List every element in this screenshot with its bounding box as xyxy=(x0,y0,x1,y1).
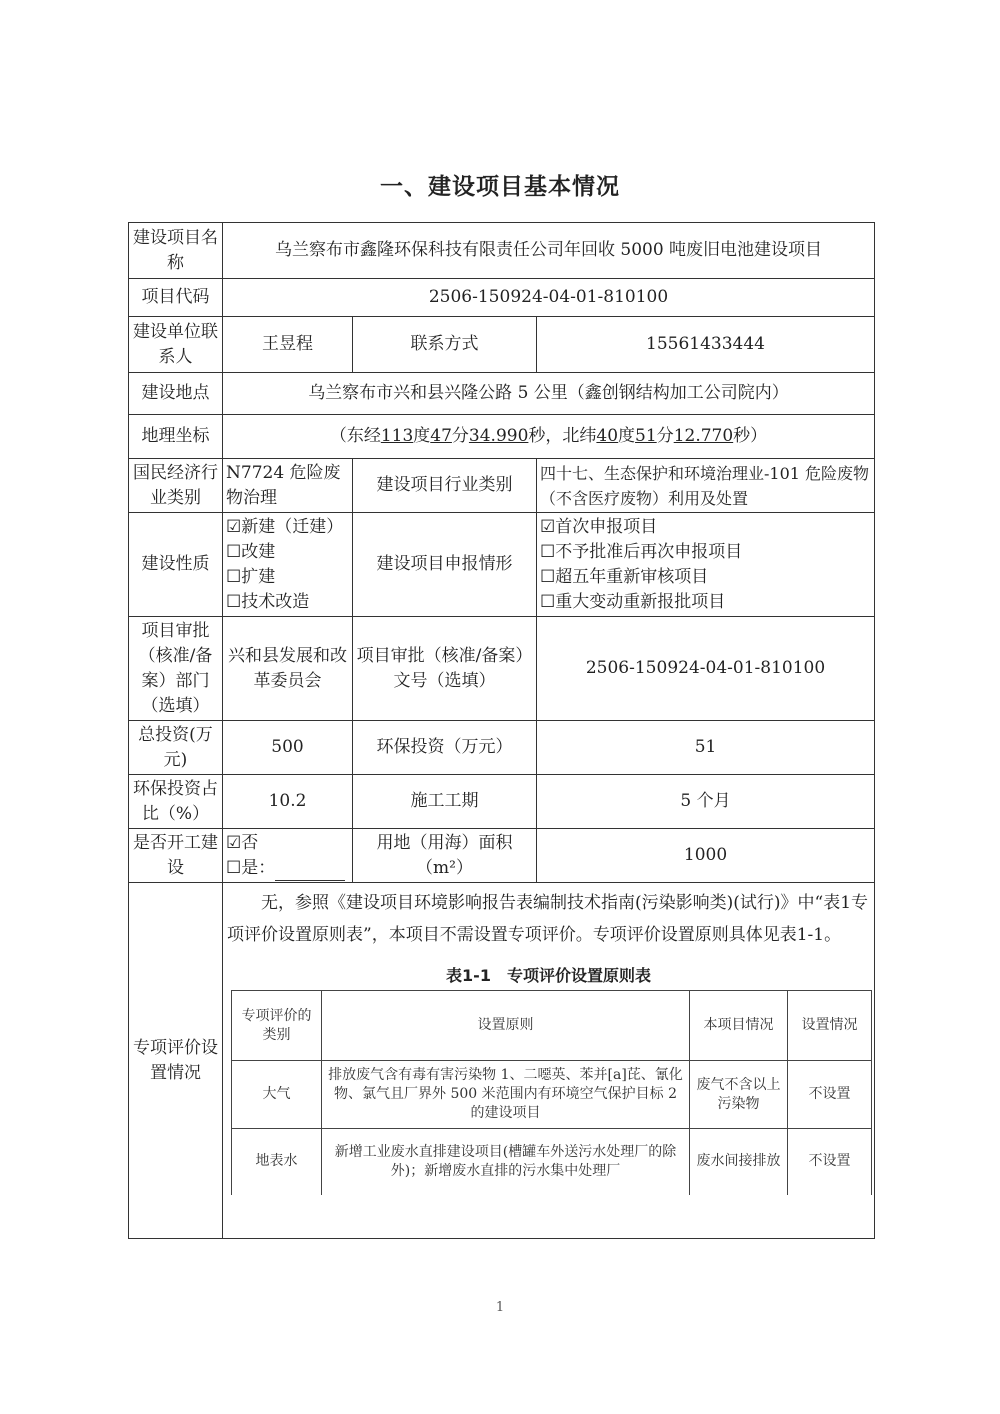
sub-cell-principle: 新增工业废水直排建设项目(槽罐车外送污水处理厂的除外)；新增废水直排的污水集中处理厂 xyxy=(322,1129,690,1195)
checkbox-expand: ☐扩建 xyxy=(226,566,276,587)
row-contact xyxy=(129,317,875,373)
sub-header-this-project: 本项目情况 xyxy=(690,991,788,1061)
value-project-name: 乌兰察布市鑫隆环保科技有限责任公司年回收 5000 吨废旧电池建设项目 xyxy=(223,223,875,279)
row-coords xyxy=(129,415,875,459)
label-project-code: 项目代码 xyxy=(129,279,223,317)
label-contact: 建设单位联系人 xyxy=(129,317,223,373)
started-options xyxy=(223,829,353,883)
sub-cell-this-project: 废水间接排放 xyxy=(690,1129,788,1195)
lon-min: 47 xyxy=(430,426,452,446)
row-nature xyxy=(129,513,875,617)
lon-deg: 113 xyxy=(380,426,414,446)
value-phone: 15561433444 xyxy=(537,317,875,373)
label-approval-doc: 项目审批（核准/备案）文号（选填） xyxy=(353,617,537,721)
row-investment xyxy=(129,721,875,775)
value-industry-category: 四十七、生态保护和环境治理业-101 危险废物（不含医疗废物）利用及处置 xyxy=(537,459,875,513)
value-construction-period: 5 个月 xyxy=(537,775,875,829)
label-industry-category: 建设项目行业类别 xyxy=(353,459,537,513)
checkbox-major-change: ☐重大变动重新报批项目 xyxy=(540,591,726,612)
page-number: 1 xyxy=(495,1300,505,1315)
checkbox-five-year: ☐超五年重新审核项目 xyxy=(540,566,709,587)
sub-header-setting: 设置情况 xyxy=(788,991,872,1061)
value-project-code: 2506-150924-04-01-810100 xyxy=(223,279,875,317)
checkbox-tech-upgrade: ☐技术改造 xyxy=(226,591,310,612)
label-location: 建设地点 xyxy=(129,373,223,415)
value-coords: （东经113度47分34.990秒，北纬40度51分12.770秒） xyxy=(223,415,875,459)
lat-sec: 12.770 xyxy=(673,426,734,446)
label-industry: 国民经济行业类别 xyxy=(129,459,223,513)
special-content xyxy=(223,883,875,1239)
nature-options xyxy=(223,513,353,617)
table-row xyxy=(232,1129,872,1195)
checkbox-rebuild: ☐改建 xyxy=(226,541,276,562)
label-phone: 联系方式 xyxy=(353,317,537,373)
sub-header-principle: 设置原则 xyxy=(322,991,690,1061)
sub-cell-category: 地表水 xyxy=(232,1129,322,1195)
lon-sec: 34.990 xyxy=(468,426,529,446)
label-report-situation: 建设项目申报情形 xyxy=(353,513,537,617)
sub-table-header xyxy=(232,991,872,1061)
label-env-investment: 环保投资（万元） xyxy=(353,721,537,775)
value-env-ratio: 10.2 xyxy=(223,775,353,829)
row-ratio xyxy=(129,775,875,829)
value-contact-name: 王昱程 xyxy=(223,317,353,373)
report-options xyxy=(537,513,875,617)
row-project-code xyxy=(129,279,875,317)
row-approval xyxy=(129,617,875,721)
label-coords: 地理坐标 xyxy=(129,415,223,459)
checkbox-first-report: ☑首次申报项目 xyxy=(540,516,658,537)
label-special: 专项评价设置情况 xyxy=(129,883,223,1239)
page-title: 一、建设项目基本情况 xyxy=(380,174,620,200)
label-land-area: 用地（用海）面积（m²） xyxy=(353,829,537,883)
label-env-ratio: 环保投资占比（%） xyxy=(129,775,223,829)
checkbox-no: ☑否 xyxy=(226,832,259,853)
sub-cell-principle: 排放废气含有毒有害污染物 1、二噁英、苯并[a]芘、氰化物、氯气且厂界外 500 米范围内有环境空气保护目标 2 的建设项目 xyxy=(322,1061,690,1129)
label-total-investment: 总投资(万元) xyxy=(129,721,223,775)
special-eval-table xyxy=(231,990,872,1195)
sub-header-category: 专项评价的类别 xyxy=(232,991,322,1061)
label-nature: 建设性质 xyxy=(129,513,223,617)
table-row xyxy=(232,1061,872,1129)
row-started xyxy=(129,829,875,883)
row-project-name xyxy=(129,223,875,279)
value-approval-doc: 2506-150924-04-01-810100 xyxy=(537,617,875,721)
basic-info-table xyxy=(128,222,875,1239)
sub-table-caption: 表1-1 专项评价设置原则表 xyxy=(446,966,651,985)
checkbox-yes: ☐是： xyxy=(226,856,349,881)
sub-cell-category: 大气 xyxy=(232,1061,322,1129)
lat-min: 51 xyxy=(635,426,657,446)
value-env-investment: 51 xyxy=(537,721,875,775)
special-paragraph: 无，参照《建设项目环境影响报告表编制技术指南(污染影响类)(试行)》中“表1专项评价设置原则表”，本项目不需设置专项评价。专项评价设置原则具体见表1-1。 xyxy=(227,893,869,945)
row-special xyxy=(129,883,875,1239)
value-total-investment: 500 xyxy=(223,721,353,775)
checkbox-new: ☑新建（迁建） xyxy=(226,516,344,537)
row-location xyxy=(129,373,875,415)
value-location: 乌兰察布市兴和县兴隆公路 5 公里（鑫创钢结构加工公司院内） xyxy=(223,373,875,415)
checkbox-rereport: ☐不予批准后再次申报项目 xyxy=(540,541,743,562)
yes-blank-line xyxy=(275,862,345,881)
label-approval-dept: 项目审批（核准/备案）部门（选填） xyxy=(129,617,223,721)
value-land-area: 1000 xyxy=(537,829,875,883)
lat-deg: 40 xyxy=(596,426,619,446)
label-construction-period: 施工工期 xyxy=(353,775,537,829)
value-approval-dept: 兴和县发展和改革委员会 xyxy=(223,617,353,721)
sub-cell-this-project: 废气不含以上污染物 xyxy=(690,1061,788,1129)
row-industry xyxy=(129,459,875,513)
value-industry: N7724 危险废物治理 xyxy=(223,459,353,513)
sub-cell-setting: 不设置 xyxy=(788,1129,872,1195)
label-project-name: 建设项目名称 xyxy=(129,223,223,279)
sub-cell-setting: 不设置 xyxy=(788,1061,872,1129)
label-started: 是否开工建设 xyxy=(129,829,223,883)
